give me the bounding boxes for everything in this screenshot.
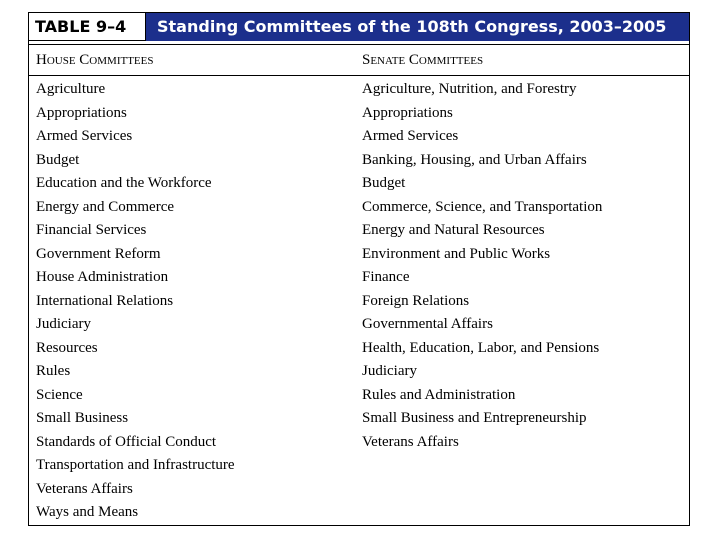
house-committee-item: Veterans Affairs <box>36 480 133 497</box>
senate-committee-item: Budget <box>362 175 406 191</box>
committees-table <box>28 12 690 526</box>
house-committee-item: House Administration <box>36 269 169 285</box>
table-title-bar <box>29 13 689 41</box>
senate-committees-heading: Senate Committees <box>362 52 484 68</box>
house-committee-item: Energy and Commerce <box>36 198 175 215</box>
house-committee-item: International Relations <box>36 292 174 309</box>
house-committee-item: Small Business <box>36 410 129 426</box>
senate-committee-item: Governmental Affairs <box>362 316 493 332</box>
senate-committee-item: Foreign Relations <box>362 292 470 309</box>
senate-committee-item: Agriculture, Nutrition, and Forestry <box>362 81 577 97</box>
house-committee-item: Government Reform <box>36 245 161 262</box>
house-committee-item: Armed Services <box>36 128 133 144</box>
senate-committee-item: Health, Education, Labor, and Pensions <box>362 339 600 356</box>
house-committee-item: Science <box>36 386 83 403</box>
house-committee-item: Agriculture <box>36 81 106 97</box>
senate-committee-item: Finance <box>362 269 410 285</box>
house-committees-list <box>36 78 235 525</box>
table-number-label: TABLE 9–4 <box>29 13 146 41</box>
house-committee-item: Resources <box>36 339 98 356</box>
column-header-row <box>29 44 689 76</box>
senate-committee-item: Rules and Administration <box>362 386 516 403</box>
house-committee-item: Standards of Official Conduct <box>36 433 217 450</box>
house-committee-item: Appropriations <box>36 104 127 121</box>
senate-committee-item: Energy and Natural Resources <box>362 222 545 238</box>
senate-committee-item: Small Business and Entrepreneurship <box>362 410 587 426</box>
senate-committee-item: Commerce, Science, and Transportation <box>362 198 603 215</box>
senate-committee-item: Judiciary <box>362 363 417 379</box>
house-committee-item: Financial Services <box>36 222 147 238</box>
house-committee-item: Budget <box>36 151 80 168</box>
senate-committee-item: Veterans Affairs <box>362 433 459 450</box>
house-committee-item: Rules <box>36 363 71 379</box>
house-committee-item: Education and the Workforce <box>36 175 212 191</box>
senate-committee-item: Environment and Public Works <box>362 245 551 262</box>
senate-committee-item: Appropriations <box>362 104 453 121</box>
senate-committee-item: Armed Services <box>362 128 459 144</box>
table-title: Standing Committees of the 108th Congress, 2003–2005 <box>146 13 689 41</box>
house-committee-item: Judiciary <box>36 316 91 332</box>
house-committee-item: Ways and Means <box>36 504 139 520</box>
senate-committee-item: Banking, Housing, and Urban Affairs <box>362 151 587 168</box>
house-committee-item: Transportation and Infrastructure <box>36 457 235 473</box>
senate-committees-list <box>362 78 602 454</box>
house-committees-heading: House Committees <box>36 52 154 68</box>
